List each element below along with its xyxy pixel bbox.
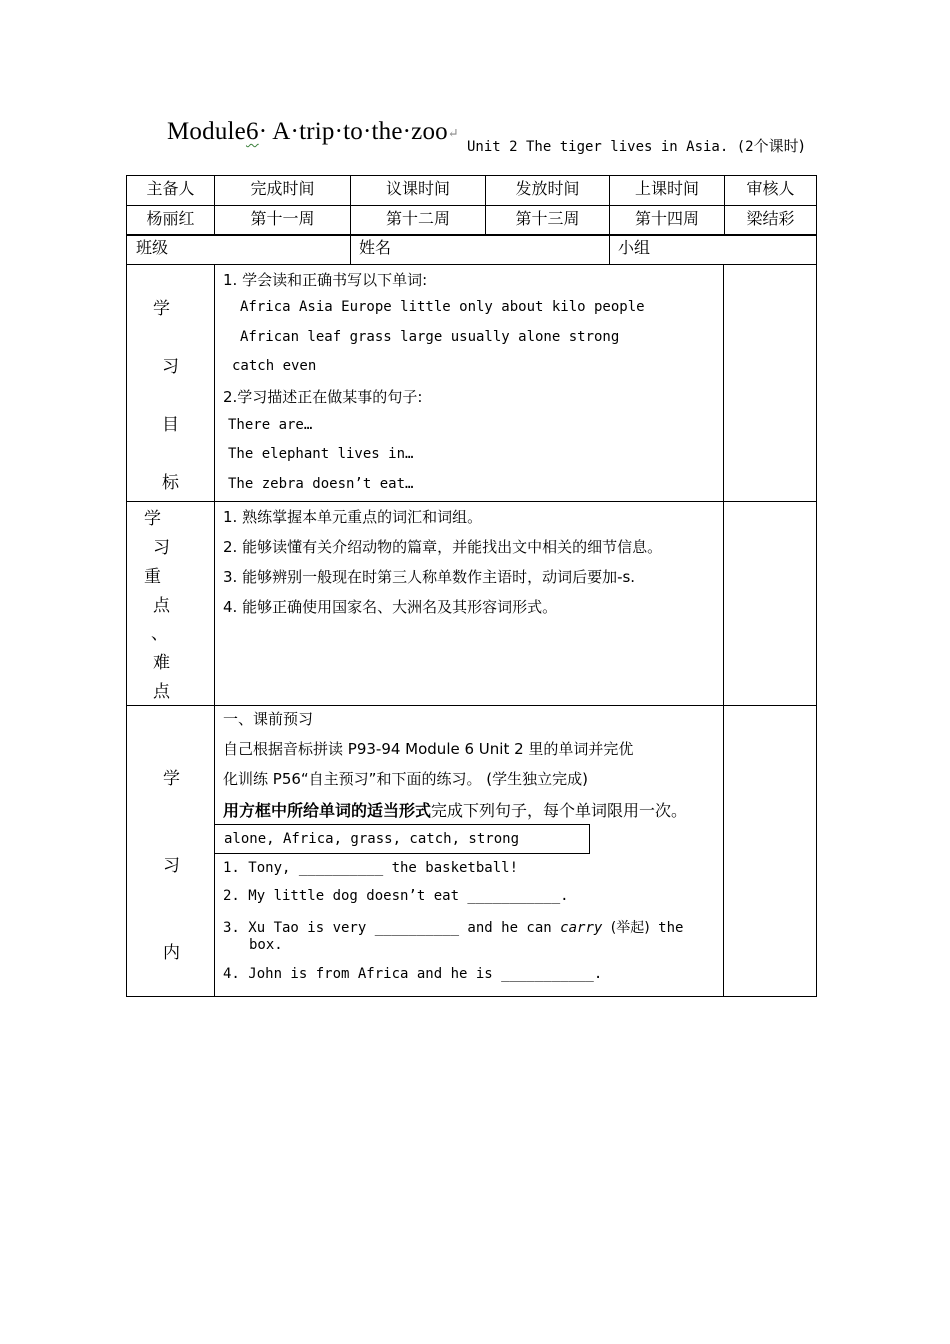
val-reviewer: 梁结彩 [725, 206, 817, 236]
label-char: 习 [153, 538, 170, 558]
module-title-word: Module [167, 118, 246, 145]
label-char: 点 [153, 596, 170, 616]
header-row [127, 176, 817, 206]
instruction-bold: 用方框中所给单词的适当形式 [223, 801, 432, 820]
sentence-1: There are… [228, 417, 313, 433]
module-title [167, 118, 459, 146]
preview-instruction-1: 自己根据音标拼读 P93-94 Module 6 Unit 2 里的单词并完优 [223, 740, 634, 758]
exercise-3-cn: (举起) [610, 920, 650, 936]
label-char: 内 [163, 943, 180, 963]
student-info-row [126, 234, 817, 265]
objectives-notes [724, 265, 817, 502]
keypoints-content [215, 502, 724, 706]
exercise-2[interactable]: 2. My little dog doesn’t eat ___________. [223, 888, 569, 904]
objectives-label [127, 265, 215, 502]
label-char: 学 [144, 509, 161, 529]
exercise-instruction [223, 798, 687, 821]
section-heading: 一、课前预习 [223, 710, 314, 728]
col-finish-time: 完成时间 [215, 176, 351, 206]
keypoints-notes [724, 502, 817, 706]
keypoint-3: 3. 能够辨别一般现在时第三人称单数作主语时，动词后要加-s. [223, 568, 636, 586]
col-discuss-time: 议课时间 [351, 176, 486, 206]
info-table [126, 175, 817, 236]
exercise-3-text: 3. Xu Tao is very __________ and he can [223, 920, 552, 936]
label-char: 、 [151, 624, 168, 644]
exercise-3[interactable] [223, 917, 683, 937]
preview-instruction-2: 化训练 P56“自主预习”和下面的练习。 (学生独立完成) [223, 770, 588, 788]
val-finish-time: 第十一周 [215, 206, 351, 236]
exercise-4[interactable]: 4. John is from Africa and he is ___________. [223, 966, 603, 982]
objectives-content [215, 265, 724, 502]
exercise-3-cont: box. [249, 937, 283, 953]
word-box [214, 824, 590, 854]
col-reviewer: 审核人 [725, 176, 817, 206]
keypoints-label [127, 502, 215, 706]
class-field[interactable]: 班级 [127, 235, 351, 265]
label-char: 学 [153, 299, 170, 319]
content-notes [724, 706, 817, 997]
val-issue-time: 第十三周 [486, 206, 610, 236]
objectives-row [127, 265, 817, 502]
label-char: 重 [144, 567, 161, 587]
objective-1: 1. 学会读和正确书写以下单词: [223, 271, 428, 289]
unit-title-text: Unit 2 The tiger lives in Asia. (2 [467, 139, 754, 155]
keypoint-1: 1. 熟练掌握本单元重点的词汇和词组。 [223, 508, 483, 526]
instruction-rest: 完成下列句子，每个单词限用一次。 [431, 801, 688, 820]
label-char: 难 [153, 653, 170, 673]
word-list-2: African leaf grass large usually alone strong [240, 329, 620, 345]
col-preparer: 主备人 [127, 176, 215, 206]
col-issue-time: 发放时间 [486, 176, 610, 206]
unit-title [467, 135, 804, 156]
exercise-3-italic: carry [560, 920, 603, 936]
unit-title-cn: 个课时) [753, 137, 805, 155]
word-list-3: catch even [232, 358, 317, 374]
module-number: 6 [245, 118, 259, 145]
sentence-3: The zebra doesn’t eat… [228, 476, 414, 492]
name-field[interactable]: 姓名 [351, 235, 610, 265]
label-char: 点 [153, 682, 170, 702]
word-box-text: alone, Africa, grass, catch, strong [224, 831, 520, 847]
keypoints-row [127, 502, 817, 706]
return-mark: ↵ [447, 125, 459, 141]
exercise-1[interactable]: 1. Tony, __________ the basketball! [223, 860, 519, 876]
objective-2: 2.学习描述正在做某事的句子: [223, 388, 423, 406]
label-char: 标 [162, 473, 179, 493]
exercise-3-the: the [658, 920, 684, 936]
val-preparer: 杨丽红 [127, 206, 215, 236]
content-label [127, 706, 215, 997]
label-char: 学 [163, 769, 180, 789]
val-discuss-time: 第十二周 [351, 206, 486, 236]
keypoint-2: 2. 能够读懂有关介绍动物的篇章，并能找出文中相关的细节信息。 [223, 538, 663, 556]
word-list-1: Africa Asia Europe little only about kilo people [240, 299, 645, 315]
group-field[interactable]: 小组 [610, 235, 817, 265]
col-class-time: 上课时间 [610, 176, 725, 206]
label-char: 目 [162, 415, 179, 435]
sentence-2: The elephant lives in… [228, 446, 414, 462]
main-table [126, 264, 817, 997]
label-char: 习 [163, 856, 180, 876]
label-char: 习 [162, 357, 179, 377]
value-row [127, 206, 817, 236]
keypoint-4: 4. 能够正确使用国家名、大洲名及其形容词形式。 [223, 598, 558, 616]
module-title-rest: · A·trip·to·the·zoo [258, 118, 448, 145]
val-class-time: 第十四周 [610, 206, 725, 236]
